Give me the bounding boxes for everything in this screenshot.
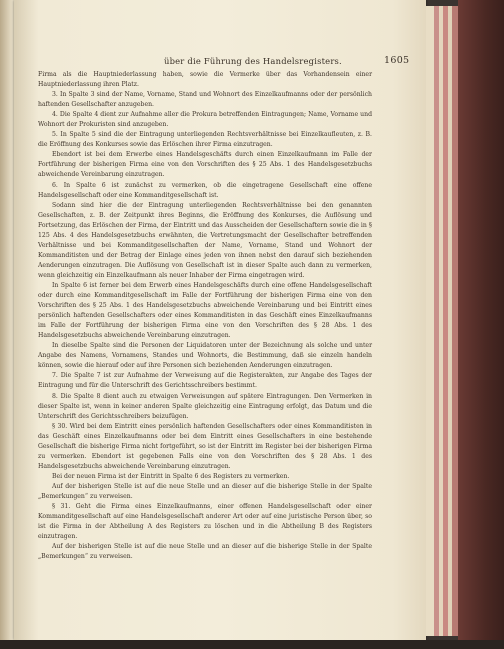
paragraph: In Spalte 6 ist ferner bei dem Erwerb eines Handelsgeschäfts durch eine offene Handelsgesellschaft oder durch eine Kommanditgesellschaft im Falle der Fortführung der bisherigen Firma eine von den Vorschriften des § 25 Abs. 1 des Handelsgesetzbuchs abweichende Vereinbarung und bei Eintritt eines persönlich haftenden Gesellschafters oder eines Kommanditisten in das Geschäft eines Einzelkaufmanns im Falle der Fortführung der bisherigen Firma eine von den Vorschriften des § 28 Abs. 1 des Handelsgesetzbuchs abweichende Vereinbarung einzutragen.: [38, 281, 372, 340]
running-head: über die Führung des Handelsregisters.: [164, 56, 342, 66]
paragraph: Firma als die Hauptniederlassung haben, sowie die Vermerke über das Vorhandensein einer Hauptniederlassung ihren Platz.: [38, 71, 372, 89]
paragraph: 4. Die Spalte 4 dient zur Aufnahme aller die Prokura betreffenden Eintragungen; Name, Vorname und Wohnort der Prokuristen sind anzugeben.: [38, 111, 372, 129]
paragraph: Sodann sind hier die der Eintragung unterliegenden Rechtsverhältnisse bei den genannten Gesellschaften, z. B. der Zeitpunkt ihres Beginns, die Eröffnung des Konkurses, die Auflösung und Fortsetzung, das Erlöschen der Firma, der Eintritt und das Ausscheiden der Gesellschaftern sowie die in § 125 Abs. 4 des Handelsgesetzbuchs erwähnten, die Vertretungsmacht der Gesellschafter betreffenden Verhältnisse und bei Kommanditgesellschaften der Name, Vorname, Stand und Wohnort der Kommanditisten und der Betrag der Einlage eines jeden von ihnen nebst den darauf sich beziehenden Aenderungen einzutragen. Die Auflösung von Gesellschaft ist in dieser Spalte auch dann zu vermerken, wenn gleichzeitig ein Einzelkaufmann als neuer Inhaber der Firma eingetragen wird.: [38, 201, 372, 279]
page-number: 1605: [384, 55, 410, 66]
paragraph: Auf der bisherigen Stelle ist auf die neue Stelle und an dieser auf die bisherige Stelle in der Spalte „Bemerkungen“ zu verweisen.: [38, 543, 372, 561]
book-page: [14, 0, 426, 640]
paragraph: 6. In Spalte 6 ist zunächst zu vermerken, ob die eingetragene Gesellschaft eine offene Handelsgesellschaft oder eine Kommanditgesellschaft ist.: [38, 181, 372, 199]
paragraph: § 31. Geht die Firma eines Einzelkaufmanns, einer offenen Handelsgesellschaft oder einer Kommanditgesellschaft auf eine Handelsgesellschaft anderer Art oder auf eine juristische Person über, so ist die Firma in der Abtheilung A des Registers zu löschen und in die Abtheilung B des Registers einzutragen.: [38, 503, 372, 541]
body-text: [38, 70, 372, 562]
paragraph: 7. Die Spalte 7 ist zur Aufnahme der Verweisung auf die Registerakten, zur Angabe des Tages der Eintragung und für die Unterschrift des Gerichtsschreibers bestimmt.: [38, 372, 372, 390]
bottom-shadow: [0, 640, 504, 649]
paragraph: 3. In Spalte 3 sind der Name, Vorname, Stand und Wohnort des Einzelkaufmanns oder der persönlich haftenden Gesellschafter anzugeben.: [38, 91, 372, 109]
paragraph: 8. Die Spalte 8 dient auch zu etwaigen Verweisungen auf spätere Eintragungen. Den Vermerken in dieser Spalte ist, wenn in keiner anderen Spalte gleichzeitig eine Eintragung erfolgt, das Datum und die Unterschrift des Gerichtsschreibers beizufügen.: [38, 392, 372, 420]
paragraph: Auf der bisherigen Stelle ist auf die neue Stelle und an dieser auf die bisherige Stelle in der Spalte „Bemerkungen“ zu verweisen.: [38, 482, 372, 500]
page-fore-edge: [426, 6, 434, 636]
paragraph: Ebendort ist bei dem Erwerbe eines Handelsgeschäfts durch einen Einzelkaufmann im Falle der Fortführung der bisherigen Firma eine von den Vorschriften des § 25 Abs. 1 des Handelsgesetzbuchs abweichende Vereinbarung einzutragen.: [38, 151, 372, 179]
paragraph: 5. In Spalte 5 sind die der Eintragung unterliegenden Rechtsverhältnisse bei Einzelkaufleuten, z. B. die Eröffnung des Konkurses sowie das Erlöschen ihrer Firma einzutragen.: [38, 131, 372, 149]
paragraph: In dieselbe Spalte sind die Personen der Liquidatoren unter der Bezeichnung als solche und unter Angabe des Namens, Vornamens, Standes und Wohnorts, die Bestimmung, daß sie einzeln handeln können, sowie die hierauf oder auf ihre Personen sich beziehenden Aenderungen einzutragen.: [38, 342, 372, 370]
paragraph: Bei der neuen Firma ist der Eintritt in Spalte 6 des Registers zu vermerken.: [52, 472, 290, 480]
book-cover: [458, 0, 504, 649]
paragraph: § 30. Wird bei dem Eintritt eines persönlich haftenden Gesellschafters oder eines Kommanditisten in das Geschäft eines Einzelkaufmanns oder bei dem Eintritt eines Gesellschafters in eine bestehende Gesellschaft die bisherige Firma nicht fortgeführt, so ist der Eintritt im Register bei der bisherigen Firma zu vermerken. Ebendort ist gegebenen Falls eine von den Vorschriften des § 28 Abs. 1 des Handelsgesetzbuchs abweichende Vereinbarung einzutragen.: [38, 422, 372, 470]
